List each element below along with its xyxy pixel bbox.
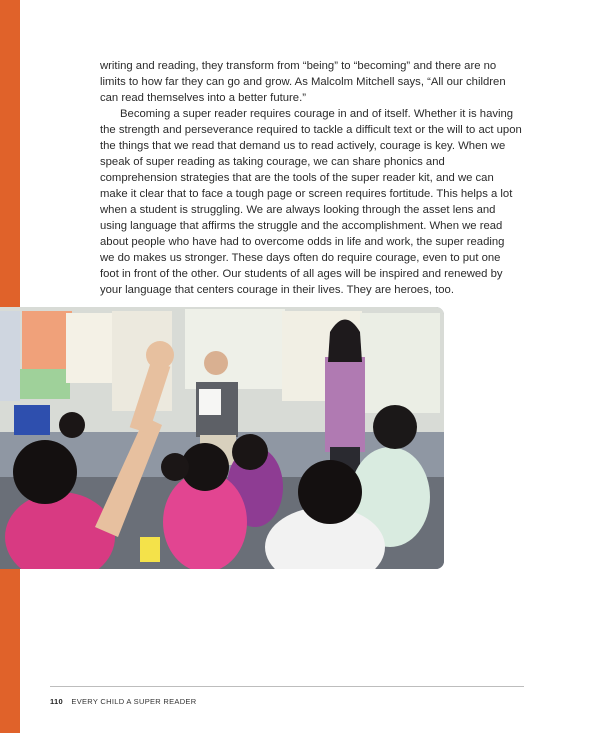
footer-divider — [50, 686, 524, 687]
page-number: 110 — [50, 697, 63, 706]
paragraph-2: Becoming a super reader requires courage in and of itself. Whether it is having the strength and perseverance required to tackle a difficult text or the will to act upon the things that we read that demand us to read actively, courage is key. When we speak of super reading as taking courage, we can share phonics and comprehension strategies that are the tools of the super reader kit, and we can make it clear that to face a tough page or screen requires fortitude. This helps a lot when a student is struggling. We are always looking through the asset lens and using language that affirms the struggle and the accomplishment. When we read about people who have had to overcome odds in life and work, the super reading we do makes us stronger. These days often do require courage, even to put one foot in front of the other. Our students of all ages will be inspired and renewed by your language that centers courage in their lives. They are heroes, too. — [100, 108, 522, 296]
paragraph-1: writing and reading, they transform from “being” to “becoming” and there are no limits to how far they can go and grow. As Malcolm Mitchell says, “All our children can read themselves into a better future.” — [100, 60, 506, 104]
page-footer — [50, 697, 196, 706]
book-title: EVERY CHILD A SUPER READER — [71, 697, 197, 706]
left-accent-bar-top — [0, 0, 20, 308]
classroom-photo — [0, 307, 444, 569]
body-text — [100, 58, 522, 298]
left-accent-bar-bottom — [0, 568, 20, 733]
